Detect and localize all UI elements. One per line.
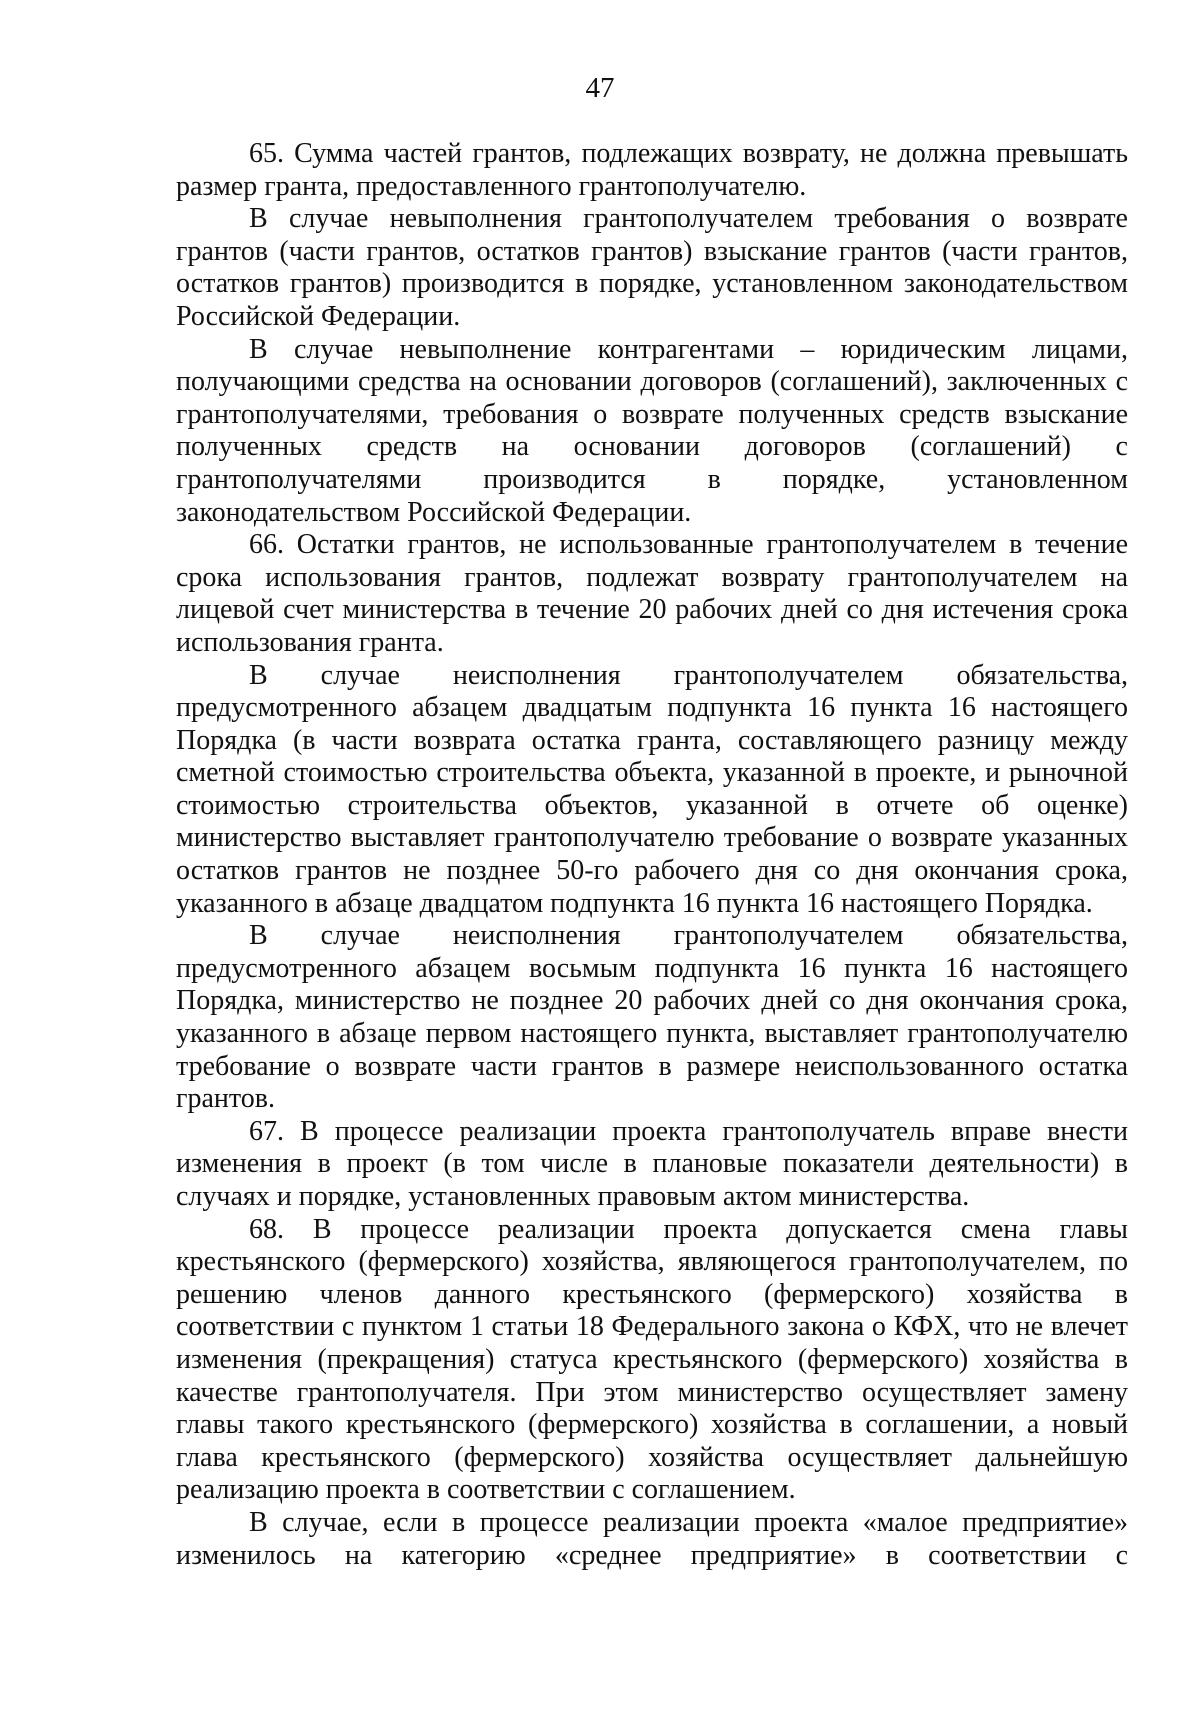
- document-body: [176, 138, 1128, 1572]
- paragraph-66-unused: В случае неисполнения грантополучателем обязательства, предусмотренного абзацем восьмым подпункта 16 пункта 16 настоящего Порядка, министерство не позднее 20 рабочих дней со дня окончания срока, указанного в абзаце первом настоящего пункта, выставляет грантополучателю требование о возврате части грантов в размере неиспользованного остатка грантов.: [176, 920, 1128, 1115]
- paragraph-67: 67. В процессе реализации проекта грантополучатель вправе внести изменения в проект (в том числе в плановые показатели деятельности) в случаях и порядке, установленных правовым актом министерства.: [176, 1115, 1128, 1212]
- paragraph-68: 68. В процессе реализации проекта допускается смена главы крестьянского (фермерского) хозяйства, являющегося грантополучателем, по решению членов данного крестьянского (фермерского) хозяйства в соответствии с пунктом 1 статьи 18 Федерального закона о КФХ, что не влечет изменения (прекращения) статуса крестьянского (фермерского) хозяйства в качестве грантополучателя. При этом министерство осуществляет замену главы такого крестьянского (фермерского) хозяйства в соглашении, а новый глава крестьянского (фермерского) хозяйства осуществляет дальнейшую реализацию проекта в соответствии с соглашением.: [176, 1213, 1128, 1506]
- paragraph-66-construction: В случае неисполнения грантополучателем обязательства, предусмотренного абзацем двадцатым подпункта 16 пункта 16 настоящего Порядка (в части возврата остатка гранта, составляющего разницу между сметной стоимостью строительства объекта, указанной в проекте, и рыночной стоимостью строительства объектов, указанной в отчете об оценке) министерство выставляет грантополучателю требование о возврате указанных остатков грантов не позднее 50-го рабочего дня со дня окончания срока, указанного в абзаце двадцатом подпункта 16 пункта 16 настоящего Порядка.: [176, 659, 1128, 919]
- paragraph-65-non-return: В случае невыполнения грантополучателем требования о возврате грантов (части грантов, остатков грантов) взыскание грантов (части грантов, остатков грантов) производится в порядке, установленном законодательством Российской Федерации.: [176, 203, 1128, 332]
- paragraph-68-category-change: В случае, если в процессе реализации проекта «малое предприятие» изменилось на категорию «среднее предприятие» в соответствии с: [176, 1506, 1128, 1571]
- paragraph-65-contractors: В случае невыполнение контрагентами – юридическим лицами, получающими средства на основании договоров (соглашений), заключенных с грантополучателями, требования о возврате полученных средств взыскание полученных средств на основании договоров (соглашений) с грантополучателями производится в порядке, установленном законодательством Российской Федерации.: [176, 333, 1128, 528]
- paragraph-66: 66. Остатки грантов, не использованные грантополучателем в течение срока использования грантов, подлежат возврату грантополучателем на лицевой счет министерства в течение 20 рабочих дней со дня истечения срока использования гранта.: [176, 529, 1128, 658]
- page-number: 47: [585, 72, 615, 104]
- paragraph-65: 65. Сумма частей грантов, подлежащих возврату, не должна превышать размер гранта, предоставленного грантополучателю.: [176, 138, 1128, 202]
